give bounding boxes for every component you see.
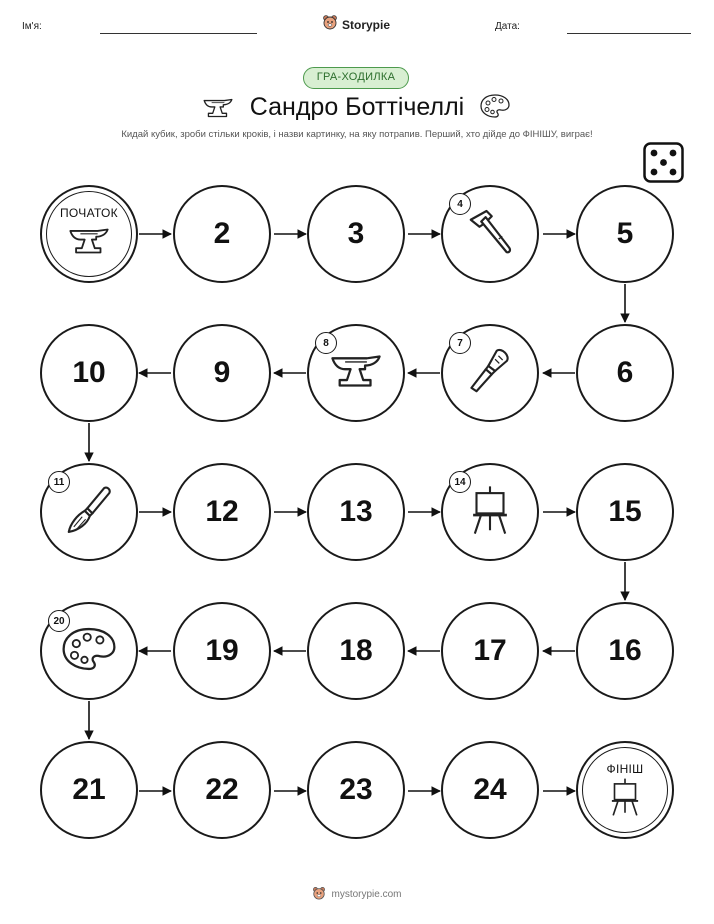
board-cell-4[interactable]	[441, 185, 539, 283]
anvil-icon	[66, 223, 112, 264]
storypie-bear-icon	[312, 886, 326, 903]
cell-number: 3	[347, 217, 365, 250]
board-cell-21[interactable]	[40, 741, 138, 839]
easel-icon	[467, 483, 513, 542]
board-cell-10[interactable]	[40, 324, 138, 422]
paintbrush-icon	[62, 483, 116, 542]
date-label: Дата:	[495, 21, 520, 32]
cell-number-badge: 14	[449, 471, 471, 493]
cell-number: 13	[339, 495, 373, 528]
cell-number-badge: 4	[449, 193, 471, 215]
hammer-icon	[462, 204, 518, 265]
board-cell-18[interactable]	[307, 602, 405, 700]
game-type-badge: ГРА-ХОДИЛКА	[303, 67, 409, 89]
board-cell-20[interactable]	[40, 602, 138, 700]
board-cell-23[interactable]	[307, 741, 405, 839]
board-cell-15[interactable]	[576, 463, 674, 561]
page-title: Сандро Боттічеллі	[249, 93, 465, 121]
cell-number-badge: 11	[48, 471, 70, 493]
cell-number: 16	[608, 634, 642, 667]
board-cell-7[interactable]	[441, 324, 539, 422]
board-cell-6[interactable]	[576, 324, 674, 422]
cell-number: 22	[205, 773, 239, 806]
anvil-icon	[327, 349, 385, 398]
brand-name: Storypie	[342, 17, 391, 32]
board-cell-2[interactable]	[173, 185, 271, 283]
board-cell-14[interactable]	[441, 463, 539, 561]
board-cell-5[interactable]	[576, 185, 674, 283]
board-cell-19[interactable]	[173, 602, 271, 700]
board-cell-13[interactable]	[307, 463, 405, 561]
cell-number: 23	[339, 773, 373, 806]
palette-icon	[60, 625, 118, 678]
start-label: ПОЧАТОК	[60, 206, 118, 220]
cell-number: 21	[72, 773, 106, 806]
board-cell-12[interactable]	[173, 463, 271, 561]
board-cell-3[interactable]	[307, 185, 405, 283]
chisel-icon	[463, 344, 517, 403]
instructions: Кидай кубик, зроби стільки кроків, і назви картинку, на яку потрапив. Перший, хто дійде до ФІНІШУ, виграє!	[121, 129, 593, 140]
board-cell-24[interactable]	[441, 741, 539, 839]
cell-number: 24	[473, 773, 507, 806]
cell-number: 19	[205, 634, 239, 667]
cell-number-badge: 8	[315, 332, 337, 354]
cell-number: 6	[616, 356, 634, 389]
cell-number: 5	[616, 217, 634, 250]
cell-number-badge: 7	[449, 332, 471, 354]
board-cell-16[interactable]	[576, 602, 674, 700]
cell-number: 17	[473, 634, 507, 667]
footer-url[interactable]: mystorypie.com	[331, 889, 402, 900]
finish-cell[interactable]	[576, 741, 674, 839]
cell-number: 10	[72, 356, 106, 389]
cell-number: 9	[213, 356, 231, 389]
board-cell-17[interactable]	[441, 602, 539, 700]
board-cell-22[interactable]	[173, 741, 271, 839]
easel-icon	[607, 776, 643, 823]
start-cell[interactable]	[40, 185, 138, 283]
board-cell-11[interactable]	[40, 463, 138, 561]
board-cell-9[interactable]	[173, 324, 271, 422]
cell-number: 15	[608, 495, 642, 528]
board-cell-8[interactable]	[307, 324, 405, 422]
cell-number: 18	[339, 634, 373, 667]
footer	[0, 886, 714, 903]
cell-number-badge: 20	[48, 610, 70, 632]
cell-number: 12	[205, 495, 239, 528]
cell-number: 2	[213, 217, 231, 250]
name-label: Ім'я:	[22, 21, 42, 32]
finish-label: ФІНІШ	[606, 762, 644, 776]
